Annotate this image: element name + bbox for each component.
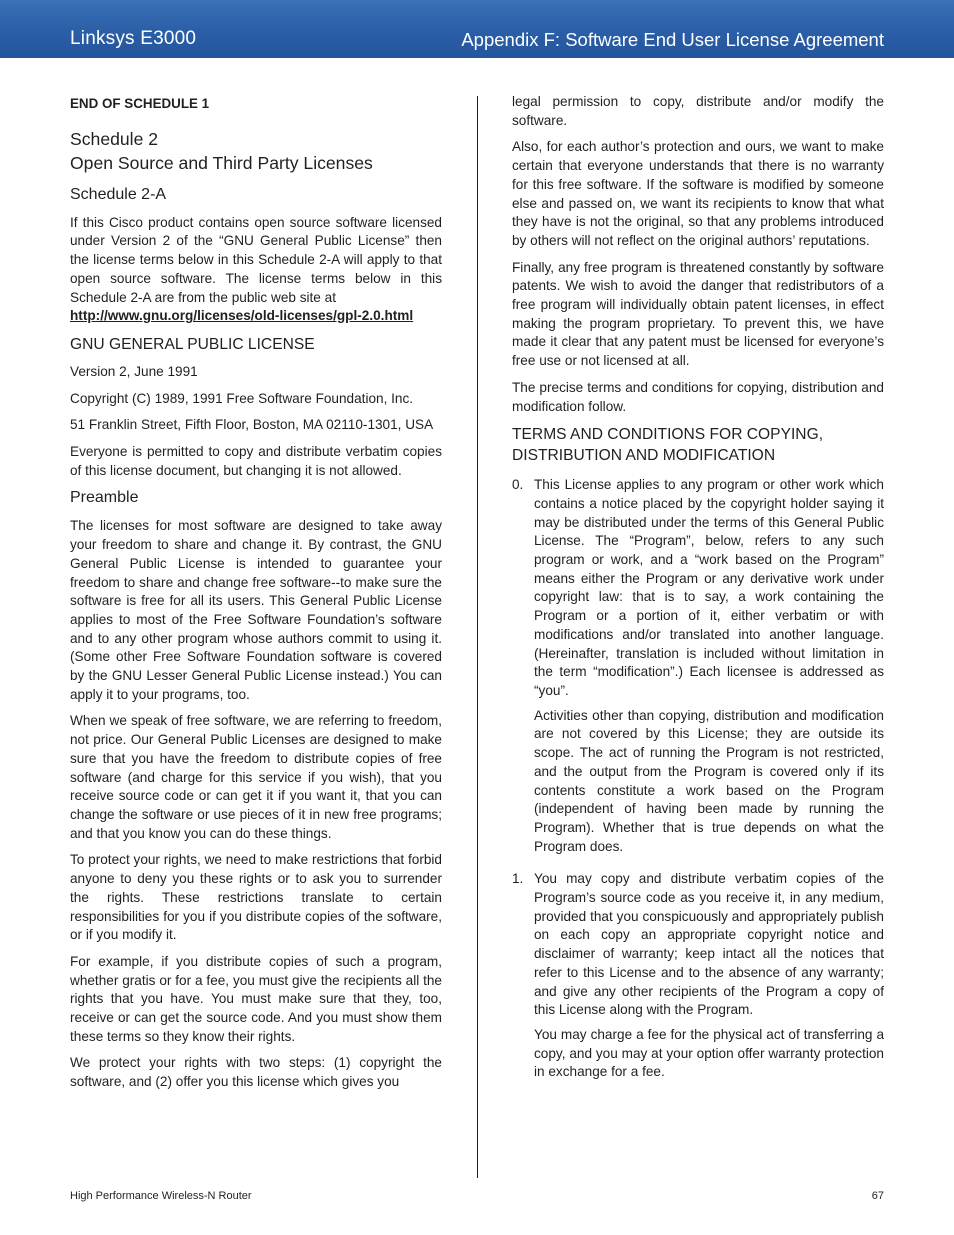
- paragraph: When we speak of free software, we are referring to freedom, not price. Our General Public Licenses are designed to make sure that you have the freedom to distribute copies of free software (and charge for this service if you wish), that you receive source code or can get it if you want it, that you can change the software or use pieces of it in new free programs; and that you know you can do these things.: [70, 713, 442, 841]
- list-item: [512, 870, 884, 1088]
- product-name: Linksys E3000: [70, 28, 197, 49]
- paragraph: Also, for each author’s protection and ours, we want to make certain that everyone understands that there is no warranty for this free software. If the software is modified by someone else and passed on, we want its recipients to know that what they have is not the original, so that any problems introduced by others will not reflect on the original authors’ reputations.: [512, 139, 884, 248]
- page-header: [0, 0, 954, 58]
- end-schedule-heading: END OF SCHEDULE 1: [70, 96, 210, 111]
- terms-title-line-1: TERMS AND CONDITIONS FOR COPYING,: [512, 426, 824, 444]
- preamble-heading: Preamble: [70, 489, 139, 507]
- intro-paragraph: [70, 214, 442, 326]
- version-line: Version 2, June 1991: [70, 363, 198, 379]
- page-number: 67: [871, 1190, 884, 1202]
- paragraph: To protect your rights, we need to make restrictions that forbid anyone to deny you these rights or to ask you to surrender the rights. These restrictions translate to certain responsibilities for you if you distribute copies of the software, or if you modify it.: [70, 852, 442, 943]
- item-body: [534, 870, 884, 1088]
- schedule-subheading: Schedule 2-A: [70, 185, 167, 203]
- paragraph: The precise terms and conditions for copying, distribution and modification follow.: [512, 379, 884, 414]
- paragraph: The licenses for most software are designed to take away your freedom to share and change it. By contrast, the GNU General Public License is intended to guarantee your freedom to share and change free software--to make sure the software is free for all its users. This General Public License applies to most of the Free Software Foundation’s software and to any other program whose authors commit to using it. (Some other Free Software Foundation software is covered by the GNU Lesser General Public License instead.) You can apply it to your programs, too.: [70, 518, 442, 702]
- paragraph: Finally, any free program is threatened constantly by software patents. We wish to avoid the danger that redistributors of a free program will individually obtain patent licenses, in effect making the program proprietary. To prevent this, we have made it clear that any patent must be licensed for everyone’s free use or not licensed at all.: [512, 259, 884, 369]
- footer-product: High Performance Wireless-N Router: [70, 1190, 252, 1202]
- section-title: Appendix F: Software End User License Agreement: [461, 29, 884, 50]
- schedule-heading: [70, 127, 442, 175]
- item-paragraph: This License applies to any program or other work which contains a notice placed by the copyright holder saying it may be distributed under the terms of this General Public License. The “Program”, below, refers to any such program or work, and a “work based on the Program” means either the Program or any derivative work under copyright law: that is to say, a work containing the Program or a portion of it, either verbatim or with modifications and/or translated into another language. (Hereinafter, translation is included without limitation in the term “modification”.) Each licensee is addressed as “you”.: [534, 477, 884, 698]
- intro-text: If this Cisco product contains open source software licensed under Version 2 of the “GNU General Public License” then the license terms below in this Schedule 2-A will apply to that open source software. The license terms below in this Schedule 2-A are from the public web site at: [70, 214, 442, 305]
- address-line: 51 Franklin Street, Fifth Floor, Boston, MA 02110-1301, USA: [70, 417, 434, 433]
- item-paragraph: You may charge a fee for the physical act of transferring a copy, and you may at your option offer warranty protection in exchange for a fee.: [534, 1026, 884, 1080]
- copyright-line: Copyright (C) 1989, 1991 Free Software Foundation, Inc.: [70, 390, 414, 406]
- item-paragraph: You may copy and distribute verbatim copies of the Program’s source code as you receive it, in any medium, provided that you conspicuously and appropriately publish on each copy an appropriate copyright notice and disclaimer of warranty; keep intact all the notices that refer to this License and to the absence of any warranty; and give any other recipients of the Program a copy of this License along with the Program.: [534, 871, 884, 1018]
- item-number: 0.: [512, 477, 524, 493]
- paragraph: legal permission to copy, distribute and/or modify the software.: [512, 94, 884, 128]
- column-divider: [477, 96, 478, 1178]
- terms-heading: [512, 424, 884, 466]
- gpl-title: GNU GENERAL PUBLIC LICENSE: [70, 335, 315, 353]
- schedule-title-line-2: Open Source and Third Party Licenses: [70, 152, 373, 173]
- left-column: [70, 93, 442, 1100]
- list-item: [512, 476, 884, 862]
- item-number: 1.: [512, 871, 524, 887]
- gpl-link[interactable]: http://www.gnu.org/licenses/old-licenses/gpl-2.0.html: [70, 308, 414, 324]
- everyone-paragraph: Everyone is permitted to copy and distribute verbatim copies of this license document, but changing it is not allowed.: [70, 444, 442, 478]
- schedule-title-line-1: Schedule 2: [70, 128, 159, 149]
- item-paragraph: Activities other than copying, distribution and modification are not covered by this License; they are outside its scope. The act of running the Program is not restricted, and the output from the Program is covered only if its contents constitute a work based on the Program (independent of having been made by running the Program). Whether that is true depends on what the Program does.: [534, 707, 884, 854]
- right-column: [512, 93, 884, 1096]
- terms-title-line-2: DISTRIBUTION AND MODIFICATION: [512, 447, 776, 465]
- item-body: [534, 476, 884, 862]
- paragraph: We protect your rights with two steps: (1) copyright the software, and (2) offer you this license which gives you: [70, 1055, 442, 1090]
- paragraph: For example, if you distribute copies of such a program, whether gratis or for a fee, you must give the recipients all the rights that you have. You must make sure that they, too, receive or can get the source code. And you must show them these terms so they know their rights.: [70, 953, 442, 1044]
